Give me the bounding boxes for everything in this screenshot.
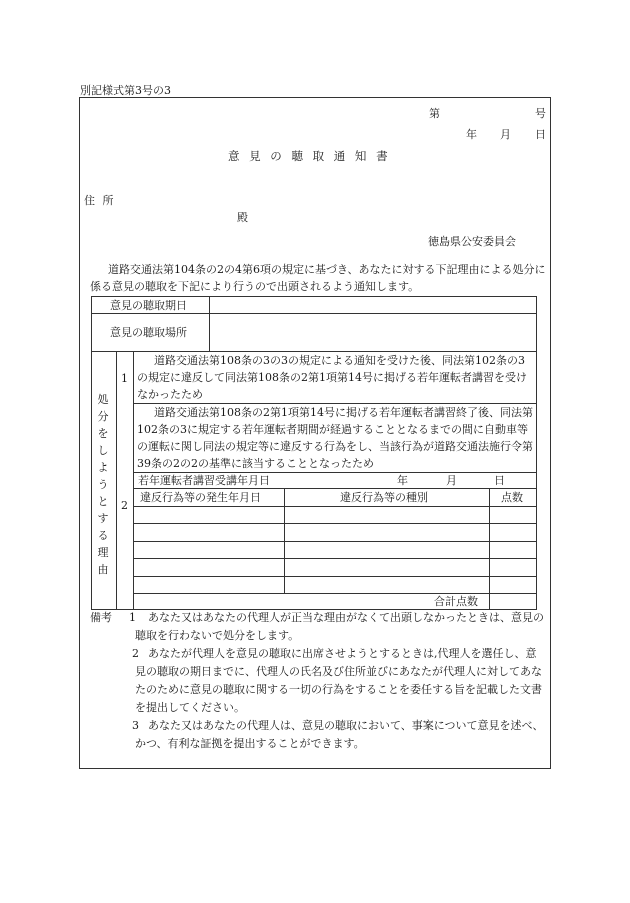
header-dai: 第: [429, 107, 440, 120]
course-date-label: 若年運転者講習受講年月日: [138, 474, 270, 487]
intro-text: 道路交通法第104条の2の4第6項の規定に基づき、あなたに対する下記理由による処分に係る意見の聴取を下記により行うので出頭されるよう通知します。: [90, 263, 546, 293]
header-tsuki: 月: [500, 128, 511, 141]
note-1-number: 1: [129, 611, 136, 624]
dono-label: 殿: [237, 211, 248, 224]
course-hi: 日: [494, 474, 505, 487]
form-number: 別記様式第3号の3: [80, 84, 171, 97]
item1-number: 1: [121, 372, 128, 385]
reason-label: 処分をしようとする理由: [97, 393, 109, 576]
note-2-number: 2: [132, 647, 139, 660]
course-tsuki: 月: [446, 474, 457, 487]
hearing-place-label: 意見の聴取場所: [110, 326, 187, 339]
col-date-header: 違反行為等の発生年月日: [140, 491, 261, 504]
note-3-text: あなた又はあなたの代理人は、意見の聴取において、事案について意見を述べ、かつ、有利な証拠を提出することができます。: [135, 719, 544, 750]
course-nen: 年: [397, 474, 408, 487]
col-type-header: 違反行為等の種別: [340, 491, 428, 504]
item1-text: 道路交通法第108条の3の3の規定による通知を受けた後、同法第102条の3の規定に違反して同法第108条の2第1項第14号に掲げる若年運転者講習を受けなかったため: [137, 354, 527, 401]
notes-label: 備考: [90, 611, 112, 624]
header-go: 号: [535, 107, 546, 120]
item2-number: 2: [121, 499, 128, 512]
hearing-date-label: 意見の聴取期日: [110, 299, 187, 312]
item2-text: 道路交通法第108条の2第1項第14号に掲げる若年運転者講習終了後、同法第102条の3に規定する若年運転者期間が経過することとなるまでの間に自動車等の運転に関し同法の規定等に違反する行為をし、当該行為が道路交通法施行令第39条の2の2の基準に該当することとなったため: [137, 406, 533, 470]
col-points-header: 点数: [501, 491, 523, 504]
note-1-text: あなた又はあなたの代理人が正当な理由がなくて出頭しなかったときは、意見の聴取を行わないで処分をします。: [135, 611, 544, 642]
header-hi: 日: [535, 128, 546, 141]
total-points-label: 合計点数: [434, 595, 478, 608]
header-nen: 年: [466, 128, 477, 141]
address-label: 住 所: [84, 194, 114, 207]
issuer-name: 徳島県公安委員会: [428, 235, 516, 248]
document-title: 意 見 の 聴 取 通 知 書: [228, 149, 388, 163]
note-3-number: 3: [132, 719, 139, 732]
note-2-text: あなたが代理人を意見の聴取に出席させようとするときは,代理人を選任し、意見の聴取の期日までに、代理人の氏名及び住所並びにあなたが代理人に対してあなたのために意見の聴取に関する一切の行為をすることを委任する旨を記載した文書を提出してください。: [135, 647, 542, 714]
